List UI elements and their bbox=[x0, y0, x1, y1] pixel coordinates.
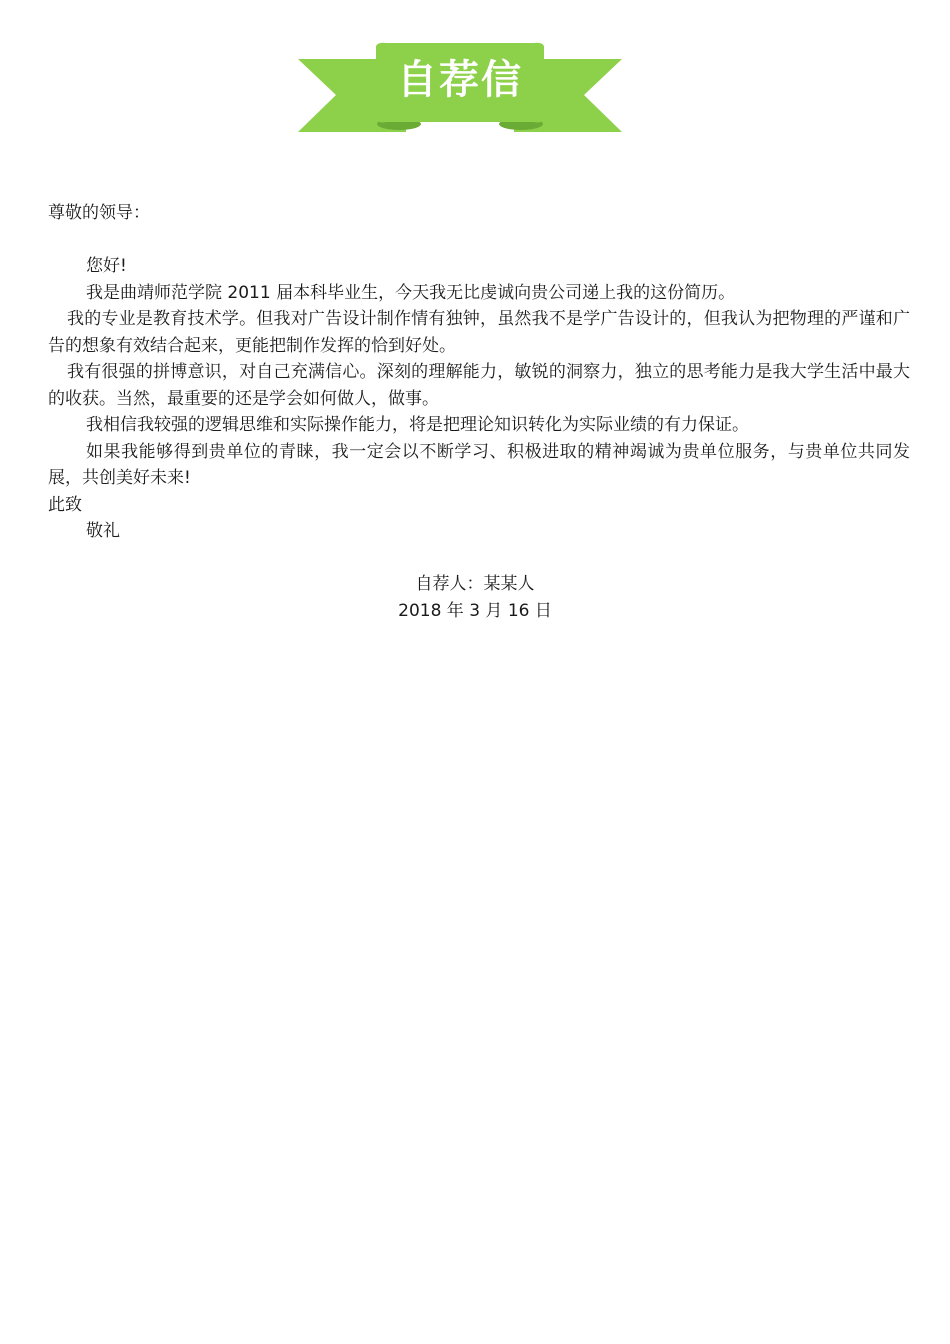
paragraph-confidence: 我有很强的拼博意识，对自己充满信心。深刻的理解能力，敏锐的洞察力，独立的思考能力是我大学生活中最大的收获。当然，最重要的还是学会如何做人，做事。 bbox=[48, 362, 910, 409]
signer: 自荐人：某某人 bbox=[415, 574, 535, 594]
closing-cizhi: 此致 bbox=[48, 494, 82, 515]
date: 2018 年 3 月 16 日 bbox=[398, 600, 552, 621]
banner-title: 自荐信 bbox=[397, 57, 523, 103]
paragraph-hope: 如果我能够得到贵单位的青睐，我一定会以不断学习、积极进取的精神竭诚为贵单位服务，与贵单位共同发展，共创美好未来! bbox=[48, 441, 910, 488]
signature-block bbox=[300, 571, 650, 624]
paragraph-intro: 我是曲靖师范学院 2011 届本科毕业生，今天我无比虔诚向贵公司递上我的这份简历。 bbox=[86, 282, 736, 303]
paragraph-ability: 我相信我较强的逻辑思维和实际操作能力，将是把理论知识转化为实际业绩的有力保证。 bbox=[86, 415, 749, 435]
greeting: 您好! bbox=[86, 256, 127, 276]
title-banner bbox=[296, 42, 624, 134]
letter-body bbox=[48, 200, 910, 545]
paragraph-major: 我的专业是教育技术学。但我对广告设计制作情有独钟，虽然我不是学广告设计的，但我认为把物理的严谨和广告的想象有效结合起来，更能把制作发挥的恰到好处。 bbox=[48, 309, 910, 356]
salutation: 尊敬的领导： bbox=[48, 203, 150, 223]
closing-jingli: 敬礼 bbox=[86, 521, 120, 541]
